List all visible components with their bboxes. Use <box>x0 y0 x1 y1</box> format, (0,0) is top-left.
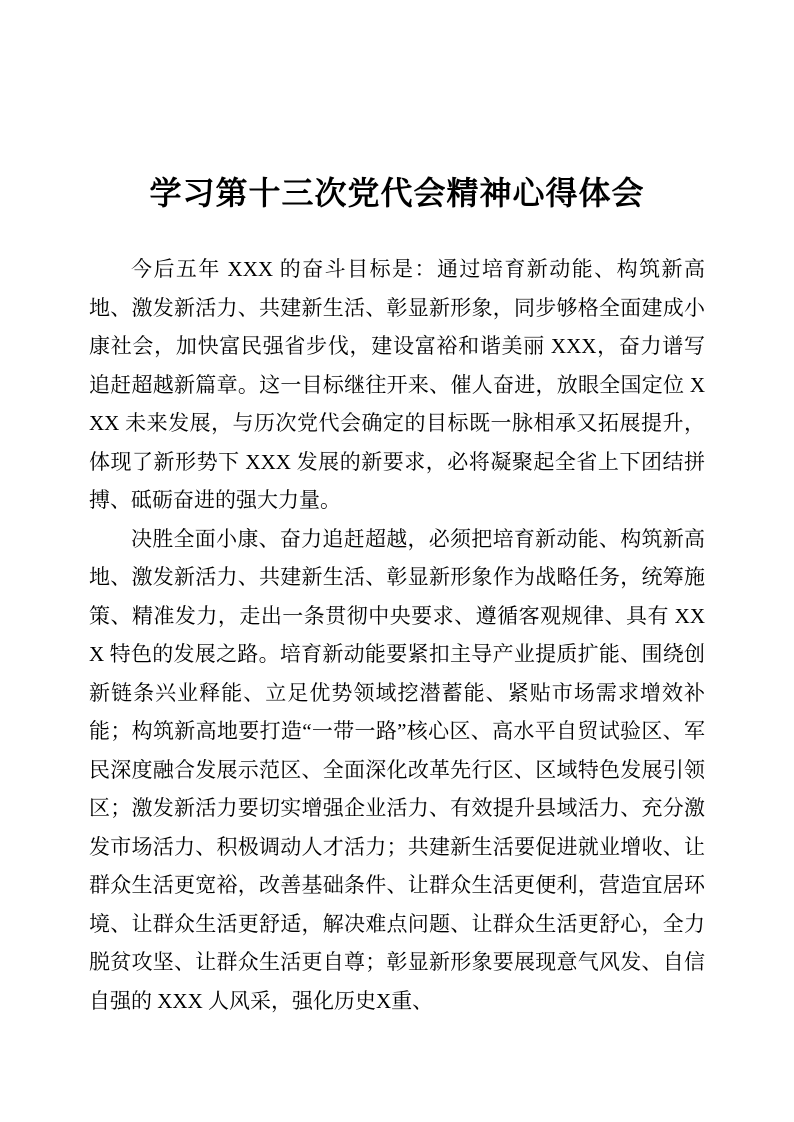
document-content <box>0 172 794 1020</box>
document-title: 学习第十三次党代会精神心得体会 <box>149 175 645 211</box>
paragraph-goals: 今后五年 XXX 的奋斗目标是：通过培育新动能、构筑新高地、激发新活力、共建新生活、彰显新形象，同步够格全面建成小康社会，加快富民强省步伐，建设富裕和谐美丽 XXX，奋力谱写追赶超越新篇章。这一目标继往开来、催人奋进，放眼全国定位 XXX 未来发展，与历次党代会确定的目标既一脉相承又拓展提升，体现了新形势下 XXX 发展的新要求，必将凝聚起全省上下团结拼搏、砥砺奋进的强大力量。 <box>89 257 705 512</box>
paragraph-strategy: 决胜全面小康、奋力追赶超越，必须把培育新动能、构筑新高地、激发新活力、共建新生活、彰显新形象作为战略任务，统筹施策、精准发力，走出一条贯彻中央要求、遵循客观规律、具有 XXX 特色的发展之路。培育新动能要紧扣主导产业提质扩能、围绕创新链条兴业释能、立足优势领域挖潜蓄能、紧贴市场需求增效补能；构筑新高地要打造“一带一路”核心区、高水平自贸试验区、军民深度融合发展示范区、全面深化改革先行区、区域特色发展引领区；激发新活力要切实增强企业活力、有效提升县域活力、充分激发市场活力、积极调动人才活力；共建新生活要促进就业增收、让群众生活更宽裕，改善基础条件、让群众生活更便利，营造宜居环境、让群众生活更舒适，解决难点问题、让群众生活更舒心，全力脱贫攻坚、让群众生活更自尊；彰显新形象要展现意气风发、自信自强的 XXX 人风采，强化历史X重、 <box>89 526 705 1013</box>
